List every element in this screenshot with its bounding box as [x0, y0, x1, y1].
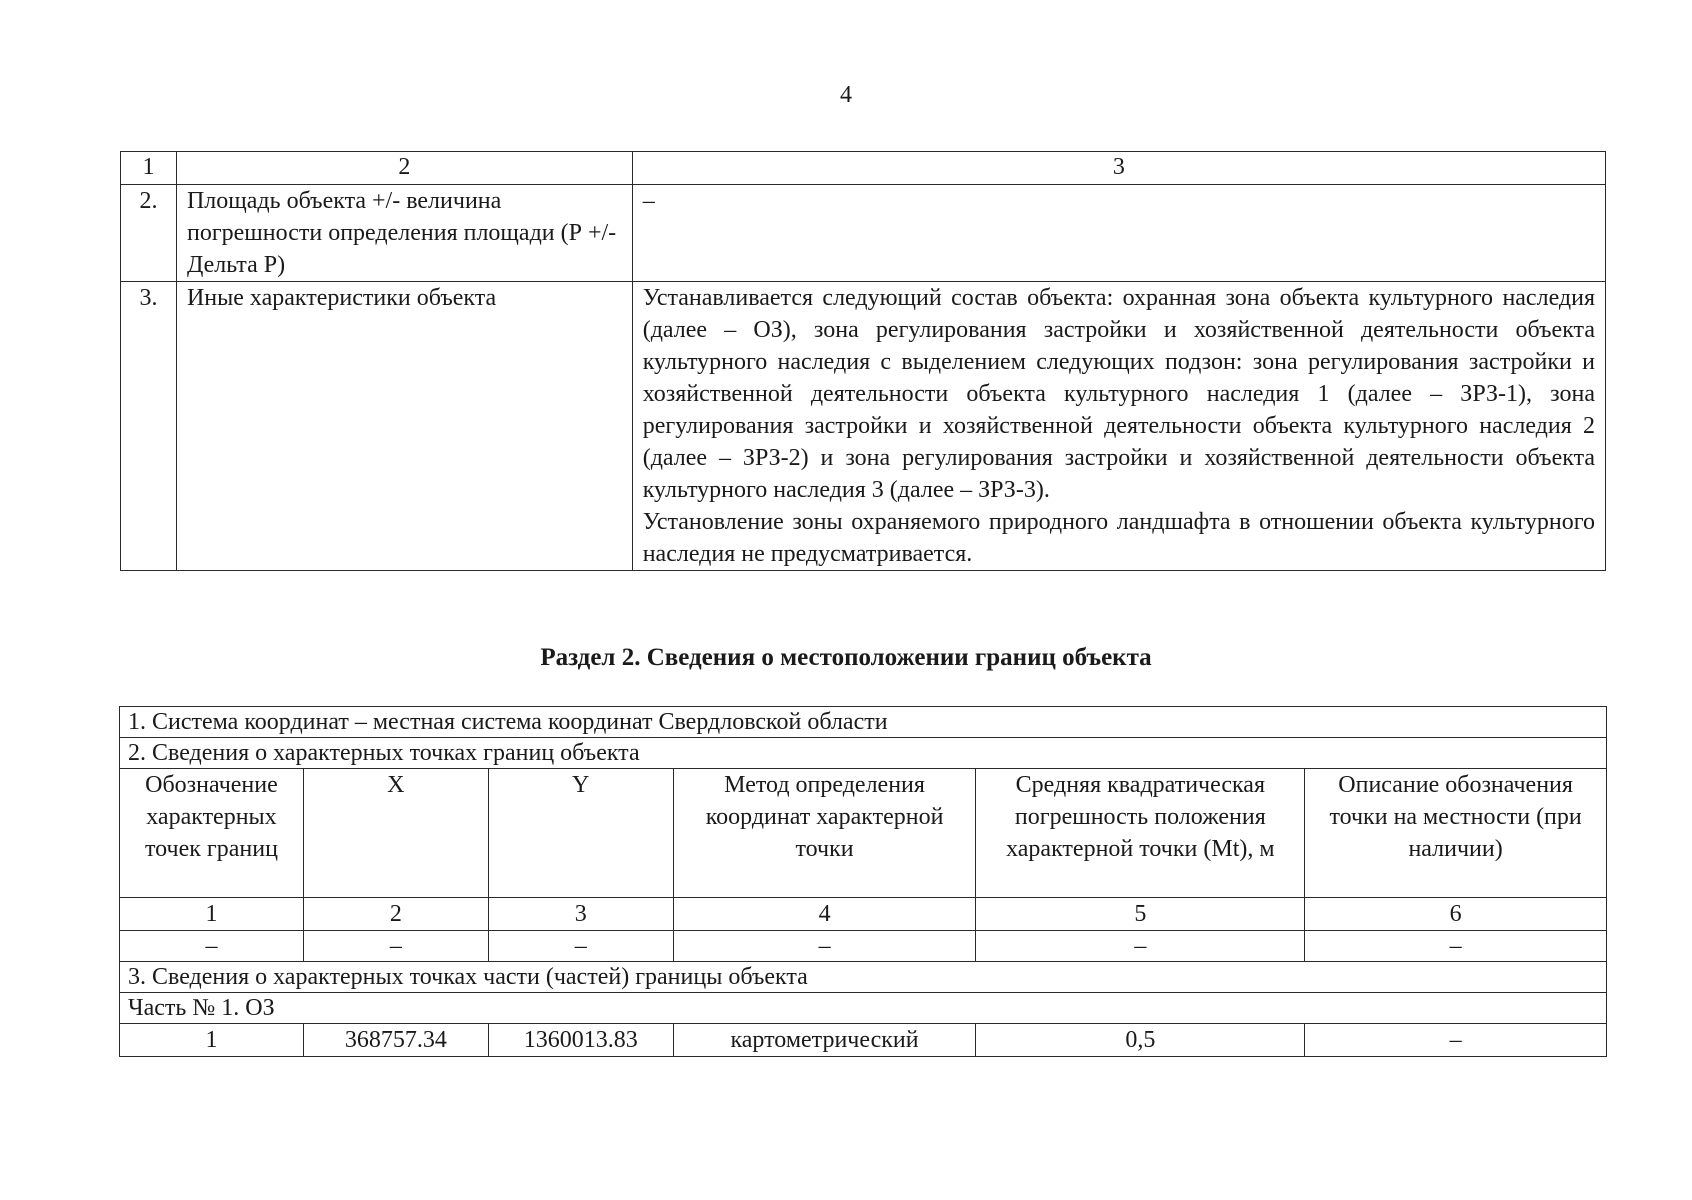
column-number: 1	[121, 152, 177, 185]
table-cell: 1360013.83	[488, 1024, 673, 1057]
boundary-points-table	[119, 706, 1607, 1057]
points-title-row	[120, 738, 1607, 769]
column-number: 1	[120, 898, 304, 931]
column-number: 5	[976, 898, 1305, 931]
table-cell: картометрический	[673, 1024, 976, 1057]
table-cell: –	[1305, 931, 1607, 962]
table-header-row	[121, 152, 1606, 185]
value-paragraph: –	[642, 188, 655, 214]
table-cell: 1	[120, 1024, 304, 1057]
column-header: Средняя квадратическая погрешность положения характерной точки (Mt), м	[976, 769, 1305, 898]
parts-title-row	[120, 962, 1607, 993]
column-number: 3	[488, 898, 673, 931]
table-row	[121, 282, 1606, 571]
part-label-text: Часть № 1. ОЗ	[120, 993, 1607, 1024]
object-characteristics-table	[120, 151, 1606, 571]
table-cell: 368757.34	[303, 1024, 488, 1057]
table-row	[120, 931, 1607, 962]
parts-title-text: 3. Сведения о характерных точках части (частей) границы объекта	[120, 962, 1607, 993]
column-header-row	[120, 769, 1607, 898]
table-cell: –	[673, 931, 976, 962]
row-value	[632, 282, 1605, 571]
column-header: X	[303, 769, 488, 898]
column-header: Y	[488, 769, 673, 898]
value-paragraph: Установление зоны охраняемого природного ландшафта в отношении объекта культурного наследия не предусматривается.	[642, 509, 1595, 567]
table-row	[121, 185, 1606, 282]
coord-system-text: 1. Система координат – местная система координат Свердловской области	[120, 707, 1607, 738]
table-cell: 0,5	[976, 1024, 1305, 1057]
row-label: Иные характеристики объекта	[176, 282, 632, 571]
table-cell: –	[303, 931, 488, 962]
points-title-text: 2. Сведения о характерных точках границ объекта	[120, 738, 1607, 769]
table-row	[120, 1024, 1607, 1057]
table-cell: –	[120, 931, 304, 962]
part-label-row	[120, 993, 1607, 1024]
table-cell: –	[1305, 1024, 1607, 1057]
row-number: 3.	[121, 282, 177, 571]
column-number: 2	[303, 898, 488, 931]
column-number-row	[120, 898, 1607, 931]
column-number: 2	[176, 152, 632, 185]
column-header: Обозначение характерных точек границ	[120, 769, 304, 898]
row-number: 2.	[121, 185, 177, 282]
table-cell: –	[488, 931, 673, 962]
value-paragraph: Устанавливается следующий состав объекта: охранная зона объекта культурного наследия (далее – ОЗ), зона регулирования застройки и хозяйственной деятельности объекта культурного наследия с выделением следующих подзон: зона регулирования застройки и хозяйственной деятельности объекта культурного наследия 1 (далее – ЗРЗ-1), зона регулирования застройки и хозяйственной деятельности объекта культурного наследия 2 (далее – ЗРЗ-2) и зона регулирования застройки и хозяйственной деятельности объекта культурного наследия 3 (далее – ЗРЗ-3).	[642, 285, 1595, 503]
column-number: 4	[673, 898, 976, 931]
column-number: 3	[632, 152, 1605, 185]
row-label: Площадь объекта +/- величина погрешности определения площади (Р +/- Дельта Р)	[176, 185, 632, 282]
table-cell: –	[976, 931, 1305, 962]
section-title: Раздел 2. Сведения о местоположении границ объекта	[540, 644, 1152, 671]
column-number: 6	[1305, 898, 1607, 931]
column-header: Метод определения координат характерной точки	[673, 769, 976, 898]
page-number: 4	[840, 82, 852, 108]
row-value	[632, 185, 1605, 282]
column-header: Описание обозначения точки на местности (при наличии)	[1305, 769, 1607, 898]
coord-system-row	[120, 707, 1607, 738]
